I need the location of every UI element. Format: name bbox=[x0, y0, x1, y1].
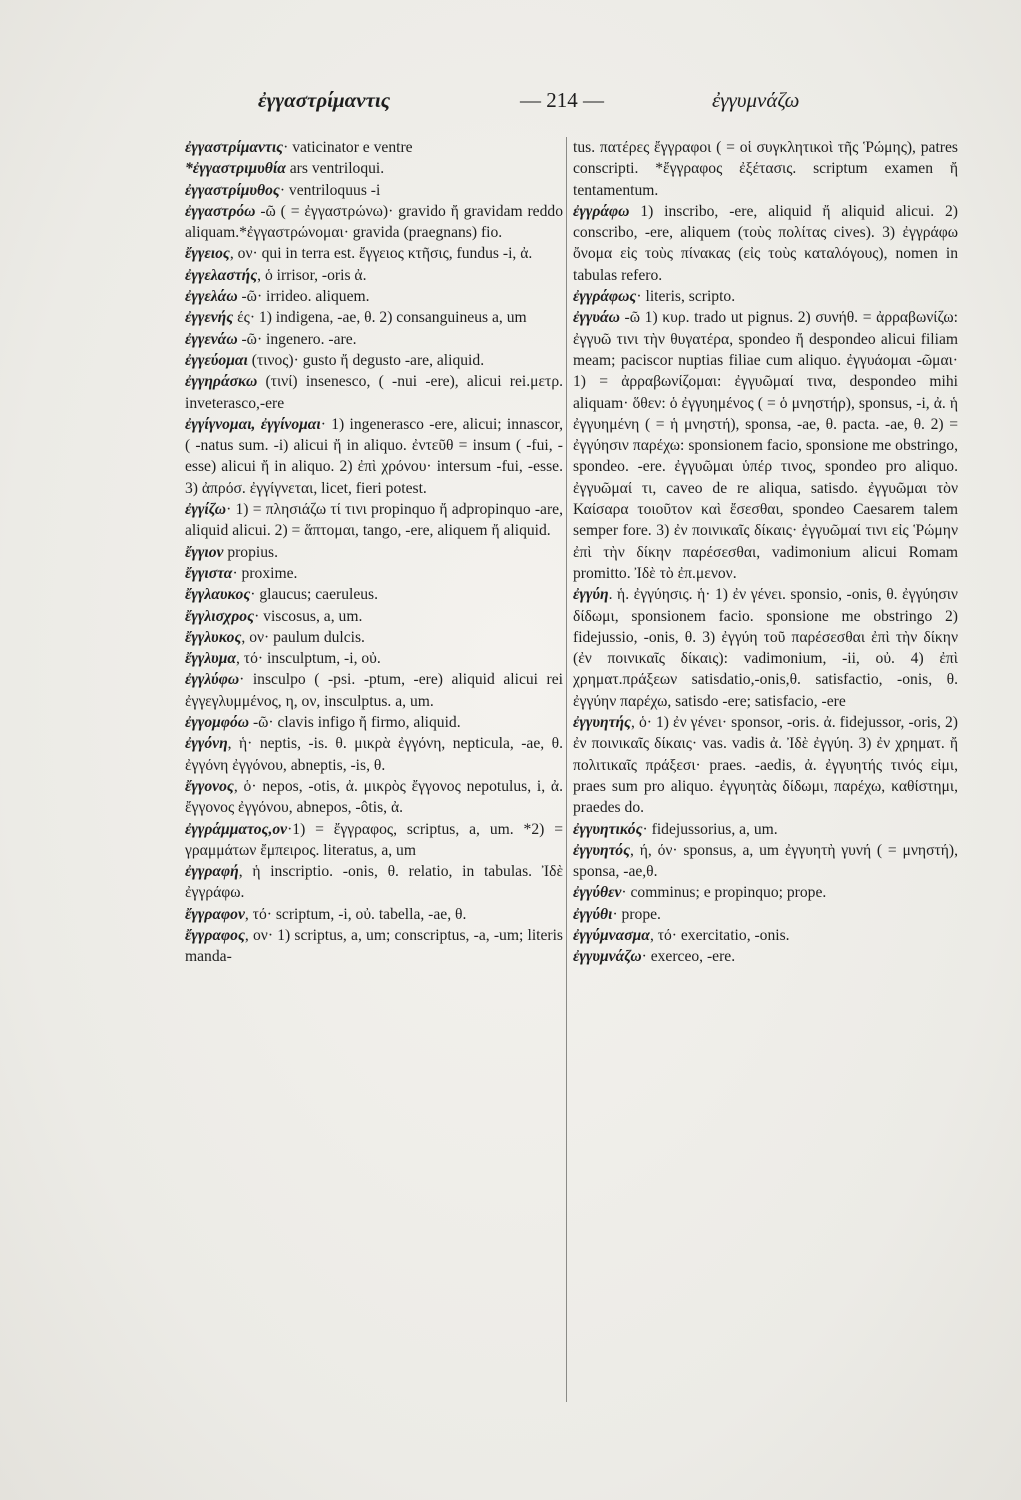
dictionary-entry bbox=[185, 904, 563, 925]
entry-definition: , ἡ inscriptio. -onis, θ. relatio, in tabulas. Ἰδὲ ἐγγράφω. bbox=[185, 863, 563, 902]
entry-definition: -ῶ· irrideo. aliquem. bbox=[237, 288, 370, 306]
entry-definition: propius. bbox=[223, 543, 278, 561]
dictionary-entry bbox=[185, 925, 563, 968]
dictionary-entry bbox=[185, 243, 563, 264]
page-header bbox=[258, 88, 858, 118]
entry-definition: · 1) ingenerasco -ere, alicui; innascor, ( -natus sum. -i) alicui ἤ in aliquo. ἐντεῦθ = insum ( -fui, -esse) alicui ἤ in aliquo. 2) ἐπὶ χρόνου· intersum -fui, -esse. 3) ἀπρόσ. ἐγγίγνεται, licet, fieri potest. bbox=[185, 415, 564, 497]
dictionary-entry bbox=[573, 819, 958, 840]
dictionary-entry bbox=[185, 201, 563, 244]
right-column bbox=[573, 137, 958, 968]
dictionary-entry bbox=[573, 946, 958, 967]
entry-definition: ·1) = ἔγγραφος, scriptus, a, um. *2) = γραμμάτων ἔμπειρος. literatus, a, um bbox=[185, 820, 563, 859]
dictionary-entry bbox=[185, 542, 563, 563]
entry-headword: ἐγγενάω bbox=[185, 330, 238, 348]
entry-headword: ἐγγύη bbox=[573, 586, 609, 604]
entry-definition: , τό· insculptum, -i, οὐ. bbox=[236, 650, 381, 668]
entry-headword: ἔγγειος bbox=[185, 245, 230, 263]
entry-definition: ars ventriloqui. bbox=[285, 160, 385, 178]
entry-definition: · literis, scripto. bbox=[636, 288, 736, 306]
entry-headword: *ἐγγαστριμυθία bbox=[185, 160, 286, 178]
entry-headword: ἔγγιστα bbox=[185, 564, 233, 582]
dictionary-entry bbox=[185, 499, 563, 542]
entry-headword: ἔγγλισχρος bbox=[185, 607, 255, 625]
entry-headword: ἐγγαστρίμαντις bbox=[185, 139, 284, 156]
dictionary-entry bbox=[185, 307, 563, 328]
dictionary-entry bbox=[573, 584, 958, 712]
entry-headword: ἐγγομφόω bbox=[185, 714, 250, 732]
entry-headword: ἐγγραφή bbox=[185, 863, 239, 881]
entry-headword: ἐγγελαστής bbox=[185, 266, 258, 284]
entry-headword: ἐγγυητής bbox=[573, 714, 631, 732]
entry-definition: , ον· 1) scriptus, a, um; conscriptus, -a, -um; literis manda- bbox=[185, 926, 563, 966]
entry-definition: , τό· exercitatio, -onis. bbox=[649, 926, 790, 944]
entry-definition: · fidejussorius, a, um. bbox=[642, 820, 778, 838]
entry-definition: tus. πατέρες ἔγγραφοι ( = οἱ συγκλητικοὶ τῆς Ῥώμης), patres conscripti. *ἔγγραφος ἐξέτασις. scriptum examen ἤ tentamentum. bbox=[573, 139, 958, 199]
entry-headword: ἐγγλύφω bbox=[185, 671, 240, 689]
entry-definition: , τό· scriptum, -i, οὐ. tabella, -ae, θ. bbox=[244, 905, 467, 923]
dictionary-entry bbox=[573, 137, 958, 201]
entry-definition: · comminus; e propinquo; prope. bbox=[621, 884, 827, 902]
entry-definition: , ον· qui in terra est. ἔγγειος κτῆσις, fundus -i, ἀ. bbox=[229, 245, 533, 263]
entry-headword: ἔγγιον bbox=[185, 543, 224, 561]
dictionary-entry bbox=[185, 265, 563, 286]
entry-definition: · 1) = πλησιάζω τί τινι propinquo ἤ adpropinquo -are, aliquid alicui. 2) = ἅπτομαι, tango, -ere, aliquem ἤ aliquid. bbox=[185, 501, 563, 540]
dictionary-entry bbox=[185, 648, 563, 669]
entry-definition: (τινος)· gusto ἤ degusto -are, aliquid. bbox=[247, 351, 485, 369]
header-left-headword: ἐγγαστρίμαντις bbox=[258, 88, 391, 112]
header-right-headword: ἐγγυμνάζω bbox=[712, 88, 800, 112]
dictionary-entry bbox=[573, 882, 958, 903]
entry-definition: · insculpo ( -psi. -ptum, -ere) aliquid alicui rei ἐγγεγλυμμένος, η, ον, insculptus. a, um. bbox=[185, 671, 563, 710]
entry-headword: ἐγγυητικός bbox=[573, 820, 643, 838]
entry-definition: · vaticinator e ventre bbox=[283, 139, 413, 156]
entry-definition: , ον· paulum dulcis. bbox=[241, 628, 365, 646]
entry-headword: ἐγγύθεν bbox=[573, 884, 622, 902]
dictionary-entry bbox=[185, 329, 563, 350]
entry-definition: , ή, όν· sponsus, a, um ἐγγυητὴ γυνή ( = μνηστή), sponsa, -ae,θ. bbox=[573, 841, 958, 881]
dictionary-entry bbox=[573, 840, 958, 883]
entry-definition: · viscosus, a, um. bbox=[254, 607, 363, 625]
entry-headword: ἐγγαστρόω bbox=[185, 202, 256, 220]
entry-definition: · ventriloquus -i bbox=[279, 181, 381, 199]
dictionary-entry bbox=[185, 584, 563, 605]
entry-headword: ἐγγελάω bbox=[185, 288, 238, 306]
dictionary-entry bbox=[185, 733, 563, 776]
dictionary-entry bbox=[185, 158, 563, 179]
entry-definition: , ἡ· neptis, -is. θ. μικρὰ ἐγγόνη, nepticula, -ae, θ. ἐγγόνη ἐγγόνου, abneptis, -is, θ. bbox=[185, 735, 563, 774]
entry-definition: , ὁ· nepos, -otis, ἀ. μικρὸς ἔγγονος nepotulus, i, ἀ. ἔγγονος ἐγγόνου, abnepos, -ôtis, ἀ. bbox=[185, 777, 563, 817]
dictionary-entry bbox=[185, 286, 563, 307]
entry-definition: (τινί) insenesco, ( -nui -ere), alicui rei.μετρ. inveterasco,-ere bbox=[185, 373, 563, 412]
entry-definition: -ῶ· ingenero. -are. bbox=[237, 330, 357, 348]
page-number: — 214 — bbox=[520, 88, 604, 112]
dictionary-entry bbox=[185, 606, 563, 627]
dictionary-entry bbox=[185, 819, 563, 862]
entry-definition: · glaucus; caeruleus. bbox=[250, 586, 379, 604]
entry-headword: ἔγγλυκος bbox=[185, 628, 242, 646]
entry-headword: ἐγγυμνάζω bbox=[573, 948, 642, 966]
entry-headword: ἐγγύθι bbox=[573, 905, 613, 923]
dictionary-entry bbox=[185, 669, 563, 712]
dictionary-entry bbox=[185, 371, 563, 414]
entry-headword: ἐγγράμματος,ον bbox=[185, 820, 288, 838]
entry-headword: ἐγγράφως bbox=[573, 288, 637, 306]
dictionary-entry bbox=[573, 904, 958, 925]
entry-definition: , ὁ irrisor, -oris ἀ. bbox=[257, 266, 367, 284]
dictionary-entry bbox=[573, 307, 958, 584]
entry-headword: ἔγγλαυκος bbox=[185, 586, 251, 604]
entry-headword: ἔγγραφον bbox=[185, 905, 245, 923]
dictionary-entry bbox=[185, 712, 563, 733]
dictionary-entry bbox=[185, 180, 563, 201]
entry-headword: ἐγγύμνασμα bbox=[573, 926, 650, 944]
dictionary-entry bbox=[185, 627, 563, 648]
entry-headword: ἐγγίγνομαι, ἐγγίνομαι bbox=[185, 415, 321, 433]
entry-headword: ἐγγεύομαι bbox=[185, 351, 248, 369]
entry-headword: ἐγγίζω bbox=[185, 501, 227, 519]
entry-headword: ἐγγηράσκω bbox=[185, 373, 258, 391]
dictionary-entry bbox=[573, 925, 958, 946]
entry-headword: ἐγγυάω bbox=[573, 309, 620, 327]
dictionary-entry bbox=[185, 350, 563, 371]
entry-headword: ἔγγραφος bbox=[185, 926, 245, 944]
dictionary-entry bbox=[185, 861, 563, 904]
column-divider bbox=[566, 137, 567, 1402]
entry-definition: . ἡ. ἐγγύησις. ἡ· 1) ἐν γένει. sponsio, -onis, θ. ἐγγύησιν δίδωμι, sponsionem facio. sponsione me obstringo 2) fidejussio, -onis, θ. 3) ἐγγύη τοῦ παρέσεσθαι ἐπὶ τὴν δίκην (ἐν ποινικαῖς δίκαις): vadimonium, -ii, οὐ. 4) ἐπὶ χρηματ.πράξεων satisdatio,-onis,θ. satisfactio, -onis, θ. ἐγγύην παρέχω, satisdo -ere; satisfacio, -ere bbox=[573, 586, 958, 710]
entry-definition: -ῶ 1) κυρ. trado ut pignus. 2) συνήθ. = ἀρραβωνίζω: ἐγγυῶ τινι τὴν θυγατέρα, spondeo ἤ despondeo alicui filiam meam; paciscor nuptias filiae cum aliquo. ἐγγυάομαι -ῶμαι· 1) = ἀρραβωνίζομαι: ἐγγυῶμαί τινα, despondeo mihi aliquam· ὅθεν: ὁ ἐγγυημένος ( = ὁ μνηστήρ), sponsus, -i, ἀ. ἡ ἐγγυημένη ( = ἡ μνηστή), sponsa, -ae, θ. pacta. -ae, θ. 2) = ἐγγύησιν παρέχω: sponsionem facio, sponsione me obstringo, spondeo. -ere. ἐγγυῶμαι ὑπέρ τινος, spondeo pro aliquo. ἐγγυῶμαί τι, caveo de re aliqua, satisdo. ἐγγυῶμαι τὸν Καίσαρα τοιοῦτον καὶ ἔσεσθαι, spondeo Caesarem talem semper fore. 3) ἐν ποινικαῖς δίκαις· ἐγγυῶμαί τινι εἰς Ῥώμην ἐπὶ τὴν δίκην παρέσεσθαι, vadimonium alicui Romam promitto. Ἰδὲ τὸ ἐπ.μενον. bbox=[573, 309, 958, 582]
entry-definition: -ῶ ( = ἐγγαστρώνω)· gravido ἤ gravidam reddo aliquam.*ἐγγαστρώνομαι· gravida (praegnans) fio. bbox=[185, 202, 563, 242]
entry-definition: · exerceo, -ere. bbox=[641, 948, 736, 966]
dictionary-entry bbox=[573, 201, 958, 286]
left-column bbox=[185, 137, 563, 968]
entry-definition: -ῶ· clavis infigo ἤ firmo, aliquid. bbox=[249, 714, 461, 732]
entry-headword: ἐγγράφω bbox=[573, 202, 630, 220]
entry-headword: ἔγγλυμα bbox=[185, 650, 236, 668]
dictionary-entry bbox=[185, 563, 563, 584]
dictionary-entry bbox=[573, 712, 958, 818]
entry-definition: ές· 1) indigena, -ae, θ. 2) consanguineus a, um bbox=[233, 309, 527, 327]
entry-definition: · proxime. bbox=[232, 564, 298, 582]
entry-definition: , ὁ· 1) ἐν γένει· sponsor, -oris. ἀ. fidejussor, -oris, 2) ἐν ποινικαῖς δίκαις· vas. vadis ἀ. Ἰδὲ ἐγγύη. 3) ἐν χρηματ. ἤ πολιτικαῖς πράξεσι· praes. -aedis, ἀ. ἐγγυητής τινός εἰμι, praes sum pro aliquo. ἐγγυητὰς δίδωμι, παρέχω, καθίστημι, praedes do. bbox=[573, 714, 958, 817]
entry-headword: ἐγγαστρίμυθος bbox=[185, 181, 280, 199]
entry-definition: 1) inscribo, -ere, aliquid ἤ aliquid alicui. 2) conscribo, -ere, aliquem (τοὺς πολίτας cives). 3) ἐγγράφω ὄνομα εἰς τοὺς πίνακας (εἰς τοὺς καταλόγους), nomen in tabulas refero. bbox=[573, 202, 958, 284]
dictionary-entry bbox=[185, 776, 563, 819]
entry-headword: ἐγγυητός bbox=[573, 841, 631, 859]
entry-definition: · prope. bbox=[612, 905, 661, 923]
dictionary-entry bbox=[573, 286, 958, 307]
dictionary-entry bbox=[185, 414, 563, 499]
dictionary-entry bbox=[185, 137, 563, 158]
entry-headword: ἔγγονος bbox=[185, 777, 234, 795]
entry-headword: ἐγγενής bbox=[185, 309, 234, 327]
entry-headword: ἐγγόνη bbox=[185, 735, 228, 753]
